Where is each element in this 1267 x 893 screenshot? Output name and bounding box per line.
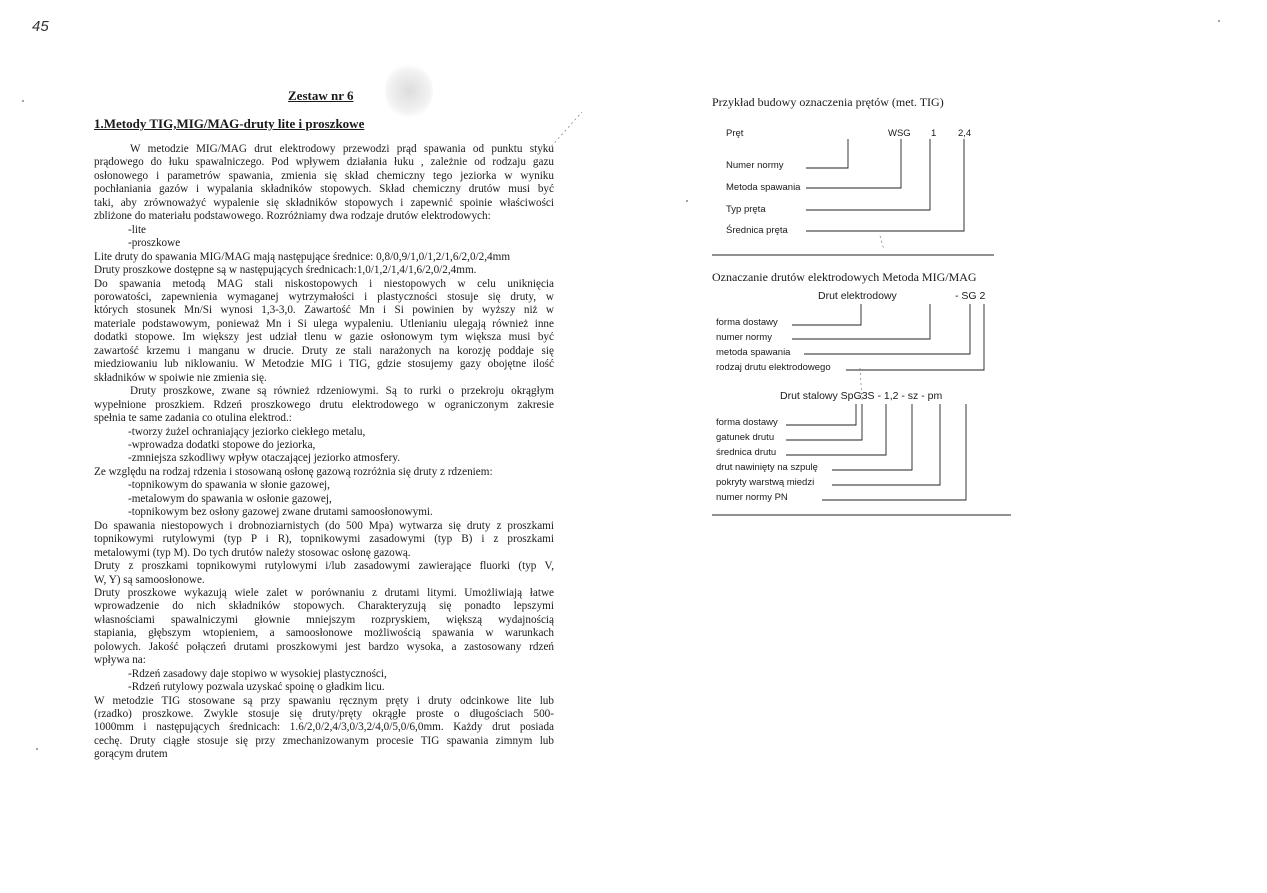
pencil-mark-3	[860, 368, 862, 400]
scan-speck	[36, 748, 38, 750]
body-line: -proszkowe	[128, 237, 181, 250]
body-line: W metodzie TIG stosowane są przy spawaniu ręcznym pręty i druty odcinkowe lite lub	[94, 694, 554, 707]
mig-code1-grade: - SG 2	[955, 290, 986, 302]
body-line: składników w spoiwie nie zmienia się.	[94, 371, 267, 384]
body-line: zbliżone do materiału podstawowego. Rozróżniamy dwa rodzaje drutów elektrodowych:	[94, 210, 491, 223]
section-heading: 1.Metody TIG,MIG/MAG-druty lite i proszkowe	[94, 116, 365, 131]
body-line: -lite	[128, 223, 147, 236]
body-line: których stosunek Mn/Si wynosi 1,3-3,0. Zawartość Mn i Si powinien by wyższy niż w	[94, 304, 554, 317]
body-line: Druty proszkowe wykazują wiele zalet w porównaniu z drutami litymi. Umożliwiają łatwe	[94, 586, 554, 599]
body-line: Druty z proszkami topnikowymi rutylowymi i/lub zasadowymi zawierające fluorki (typ V,	[94, 560, 554, 573]
tig-code-1: 1	[931, 128, 937, 139]
mig1-leader-wire-type	[846, 304, 984, 370]
mig2-label-diameter: średnica drutu	[716, 447, 777, 458]
body-line: 1000mm i następujących średnicach: 1.6/2,0/2,4/3,0/3,2/4,0/5,0/6,0mm. Każdy drut posiada	[94, 721, 554, 734]
mig1-leader-form	[792, 304, 861, 325]
body-line: -wprowadza dodatki stopowe do jeziorka,	[128, 438, 316, 451]
body-line: Druty proszkowe, zwane są również rdzeniowymi. Są to rurki o przekroju okrągłym	[130, 385, 554, 398]
tig-label-method: Metoda spawania	[726, 182, 801, 193]
mig-code1-name: Drut elektrodowy	[818, 290, 897, 302]
mig2-label-spool: drut nawinięty na szpulę	[716, 462, 818, 473]
mig2-label-pn-standard: numer normy PN	[716, 492, 788, 503]
body-line: porowatości, zapewnienia wymaganej wytrzymałości i plastyczności stosuje się druty, w	[94, 290, 554, 303]
body-line: materiale podstawowym, ponieważ Mn i Si ulega wypaleniu. Utlenianiu ulegają również inne	[94, 317, 554, 330]
body-line: stapiania, głębszym wtopieniem, a samoosłonowe możliwością spawania w warunkach	[94, 627, 554, 640]
mig-code2: Drut stalowy SpG3S - 1,2 - sz - pm	[780, 390, 943, 402]
tig-rod-label: Pręt	[726, 128, 744, 139]
body-line: spełnia te same zadania co otulina elektrod.:	[94, 412, 292, 425]
body-line: metalowymi (typ M). Do tych drutów należy stosowac osłonę gazową.	[94, 546, 411, 559]
tig-leader-rod-type	[806, 139, 930, 210]
body-line: -topnikowym do spawania w słonie gazowej,	[128, 479, 330, 492]
mig2-label-grade: gatunek drutu	[716, 432, 775, 443]
body-line: osłonowego i parametrów spawania, zmienia się skład chemiczny tego jeziorka w wyniku	[94, 169, 554, 182]
body-line: wpływa na:	[94, 654, 146, 667]
body-line: -Rdzeń zasadowy daje stopiwo w wysokiej plastyczności,	[128, 667, 387, 680]
body-line: cechę. Druty ciągłe stosuje się przy zmechanizowanym procesie TIG spawania zimnym lub	[94, 734, 554, 747]
body-line: (rzadko) proszkowe. Zwykle stosuje się druty/pręty okrągłe proste o długościach 500-	[94, 708, 554, 721]
body-line: Druty proszkowe dostępne są w następujących średnicach:1,0/1,2/1,4/1,6/2,0/2,4mm.	[94, 264, 477, 277]
tig-code-diameter: 2,4	[958, 128, 972, 139]
body-line: Ze względu na rodzaj rdzenia i stosowaną osłonę gazową rozróżnia się druty z rdzeniem:	[94, 465, 493, 478]
tig-leader-method	[806, 139, 901, 188]
body-line: dodatki stopowe. Im większy jest udział tlenu w gazie osłonowym tym większa musi być	[94, 331, 554, 344]
scan-speck	[686, 200, 688, 202]
mig2-leader-spool	[832, 404, 912, 470]
tig-label-rod-type: Typ pręta	[726, 204, 766, 215]
mig1-label-standard: numer normy	[716, 332, 772, 343]
tig-code-wsg: WSG	[888, 128, 911, 139]
mig2-leader-grade	[786, 404, 862, 440]
pencil-mark-2	[880, 236, 884, 250]
body-line: W, Y) są samoosłonowe.	[94, 573, 205, 586]
body-line: gorącym drutem	[94, 748, 168, 761]
body-line: Lite druty do spawania MIG/MAG mają następujące średnice: 0,8/0,9/1,0/1,2/1,6/2,0/2,4mm	[94, 250, 511, 263]
mig2-leader-form	[786, 404, 856, 425]
scan-speck	[22, 100, 24, 102]
body-line: własnościami spawalniczymi głownie mniejszym rozpryskiem, większą wydajnością	[94, 613, 554, 626]
mig2-leader-diameter	[786, 404, 886, 455]
mig-title: Oznaczanie drutów elektrodowych Metoda MIG/MAG	[712, 270, 977, 284]
mig1-label-method: metoda spawania	[716, 347, 791, 358]
mig2-label-copper: pokryty warstwą miedzi	[716, 477, 815, 488]
body-line: Do spawania niestopowych i drobnoziarnistych (do 500 Mpa) wytwarza się druty z proszkami	[94, 519, 554, 532]
mig1-label-form: forma dostawy	[716, 317, 778, 328]
mig2-label-form: forma dostawy	[716, 417, 778, 428]
body-line: W metodzie MIG/MAG drut elektrodowy przewodzi prąd spawania od punktu styku	[130, 143, 554, 155]
tig-label-standard: Numer normy	[726, 160, 784, 171]
tig-leader-standard	[806, 139, 848, 168]
body-line: -topnikowym bez osłony gazowej zwane drutami samoosłonowymi.	[128, 506, 433, 519]
tig-example-title: Przykład budowy oznaczenia prętów (met. TIG)	[712, 95, 944, 109]
body-line: taki, aby zrównoważyć wypalenie się składników stopowych i zapewnić spoinie właściwości	[94, 196, 554, 209]
body-line: -tworzy żużel ochraniający jeziorko ciekłego metalu,	[128, 425, 366, 438]
body-line: polowych. Jakość połączeń drutami proszkowymi jest bardzo wysoka, a zastosowany rdzeń	[94, 640, 554, 653]
tig-label-rod-diameter: Średnica pręta	[726, 225, 788, 236]
body-line: prądowego do łuku spawalniczego. Pod wpływem działania łuku , zależnie od rodzaju gazu	[94, 156, 554, 169]
tig-leader-rod-diameter	[806, 139, 964, 231]
mig2-leader-pn-standard	[822, 404, 966, 500]
body-line: miedziowaniu lub niklowaniu. W Metodzie MIG i TIG, gdzie stosujemy gazy obojętne ilość	[94, 358, 554, 371]
body-line: zawartość krzemu i manganu w drucie. Druty ze stali narażonych na korozję poddaje się	[94, 344, 554, 357]
body-line: -Rdzeń rutylowy pozwala uzyskać spoinę o gładkim licu.	[128, 681, 385, 694]
body-line: Do spawania metodą MAG stali niskostopowych i niestopowych w celu uniknięcia	[94, 277, 554, 290]
body-line: wypełnione proszkiem. Rdzeń proszkowego drutu elektrodowego w ograniczonym zakresie	[94, 398, 554, 411]
mig1-leader-method	[804, 304, 970, 354]
body-line: pochłaniania gazów i wypalania składników stopowych. Skład chemiczny drutów musi być	[94, 183, 554, 196]
body-line: topnikowymi rutylowymi (typ P i R), topnikowymi zasadowymi (typ B) i z proszkami	[94, 533, 554, 546]
body-line: -metalowym do spawania w osłonie gazowej,	[128, 492, 332, 505]
set-title: Zestaw nr 6	[288, 88, 354, 103]
scan-speck	[1218, 20, 1220, 22]
body-line: wprowadzenie do nich składników stopowych. Charakteryzują się ponadto lepszymi	[94, 600, 554, 613]
handwritten-page-number: 45	[32, 18, 49, 35]
body-line: -zmniejsza szkodliwy wpływ otaczającej jeziorko atmosfery.	[128, 452, 401, 465]
mig1-label-wire-type: rodzaj drutu elektrodowego	[716, 362, 831, 373]
pencil-mark-1	[548, 112, 582, 150]
